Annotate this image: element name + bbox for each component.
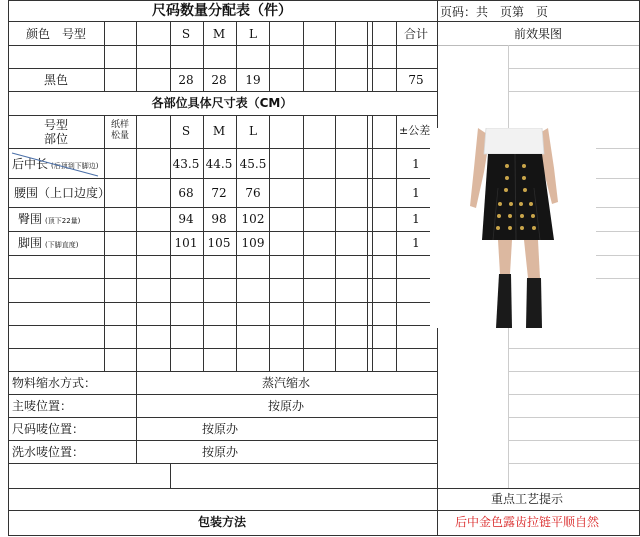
hem-s: 101 (174, 236, 198, 250)
waist-tol: 1 (412, 186, 420, 200)
packing-label: 包装方法 (197, 515, 247, 529)
hip-tol: 1 (412, 212, 420, 226)
tolerance-header: ±公差 (399, 124, 431, 137)
size-header-s: S (181, 27, 191, 41)
sheet-title: 尺码数量分配表（件） (152, 3, 292, 19)
qty-l: 19 (245, 73, 261, 87)
measure-size-s: S (181, 124, 191, 138)
shrink-label: 物料缩水方式： (12, 376, 97, 390)
size-header-m: M (212, 27, 226, 41)
total-header: 合计 (403, 27, 429, 41)
color-black: 黑色 (43, 73, 69, 87)
waist-m: 72 (211, 186, 227, 200)
model-header: 号型 (43, 118, 69, 132)
measure-size-l: L (249, 124, 257, 138)
craft-tips-note: 后中金色露齿拉链平顺自然 (454, 515, 600, 529)
preview-header: 前效果图 (513, 27, 563, 41)
measure-size-m: M (212, 124, 226, 138)
back-length-strike-mark (8, 150, 108, 180)
size-header-l: L (249, 27, 257, 41)
back-length-m: 44.5 (205, 157, 233, 171)
part-hip: 臀围 (顶下22量) (18, 212, 81, 226)
part-header: 部位 (43, 132, 69, 146)
measure-title: 各部位具体尺寸表（CM） (151, 96, 293, 110)
hip-l: 102 (241, 212, 265, 226)
part-hem: 脚围 (下脚直度) (18, 236, 79, 250)
size-label-label: 尺码唛位置： (12, 422, 85, 436)
shrink-value: 蒸汽缩水 (261, 376, 311, 390)
main-label-value: 按原办 (267, 399, 305, 413)
part-back-length: 后中长 (后顶到下脚边) (12, 157, 99, 171)
hem-l: 109 (241, 236, 265, 250)
size-label-value: 按原办 (201, 422, 239, 436)
hem-m: 105 (207, 236, 231, 250)
skirt-product-image (430, 128, 596, 328)
part-waist: 腰围（上口边度） (14, 186, 111, 200)
qty-total: 75 (408, 73, 424, 87)
hip-s: 94 (178, 212, 194, 226)
page-info: 页码：共 页第 页 (440, 5, 549, 19)
back-length-s: 43.5 (172, 157, 200, 171)
paper-header: 纸样 (110, 120, 130, 130)
back-length-tol: 1 (412, 157, 420, 171)
qty-s: 28 (178, 73, 194, 87)
waist-s: 68 (178, 186, 194, 200)
waist-l: 76 (245, 186, 261, 200)
hem-tol: 1 (412, 236, 420, 250)
back-length-l: 45.5 (239, 157, 267, 171)
wash-label-label: 洗水唛位置： (12, 445, 85, 459)
color-model-header: 颜色 号型 (25, 27, 87, 41)
qty-m: 28 (211, 73, 227, 87)
wash-label-value: 按原办 (201, 445, 239, 459)
craft-tips-label: 重点工艺提示 (490, 492, 564, 506)
main-label-label: 主唛位置： (12, 399, 73, 413)
ease-header: 松量 (110, 131, 130, 141)
hip-m: 98 (211, 212, 227, 226)
